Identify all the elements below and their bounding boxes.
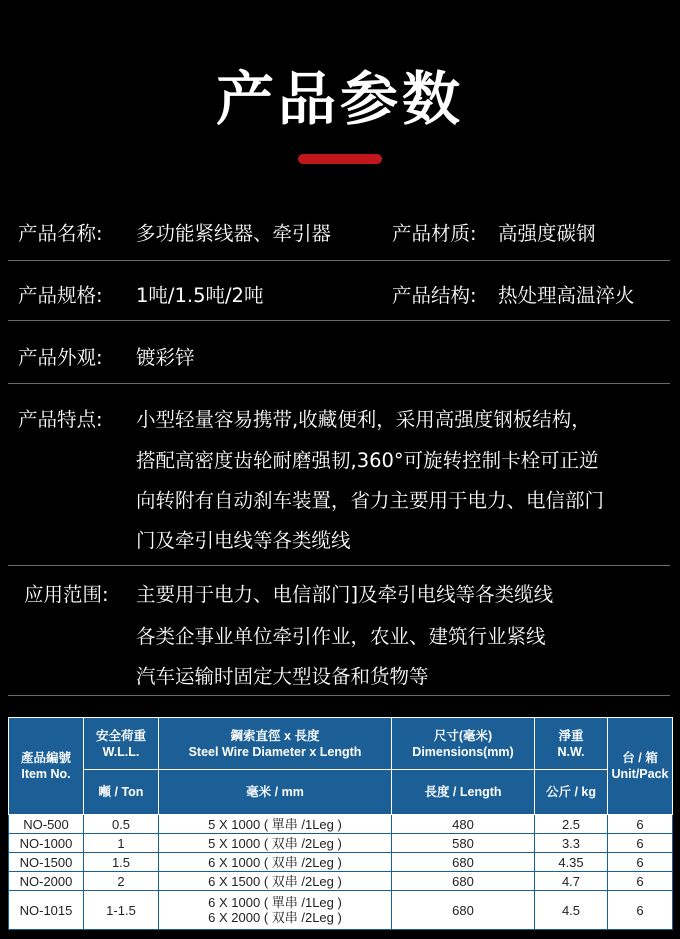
- cell-item: NO-2000: [9, 872, 84, 891]
- structure-label: 产品结构:: [392, 284, 477, 307]
- table-subheader-row: [9, 770, 673, 815]
- table-row: [9, 872, 673, 891]
- divider: [8, 565, 670, 566]
- table-row: [9, 834, 673, 853]
- spec-label: 产品规格:: [18, 284, 103, 307]
- header-pack-en: Unit/Pack: [611, 767, 669, 781]
- header-wire-cn: 鋼索直徑 x 長度: [230, 728, 320, 743]
- cell-item: NO-500: [9, 815, 84, 834]
- cell-wire: [159, 891, 392, 930]
- features-line: 门及牵引电线等各类缆线: [136, 529, 351, 552]
- cell-wire-line: 6 X 1000 ( 單串 /1Leg ): [208, 895, 342, 910]
- cell-wll: 0.5: [84, 815, 159, 834]
- cell-item: NO-1015: [9, 891, 84, 930]
- table-row: [9, 815, 673, 834]
- cell-pack: 6: [608, 853, 673, 872]
- divider: [8, 260, 670, 261]
- cell-nw: 4.5: [535, 891, 608, 930]
- header-wll-en: W.L.L.: [102, 744, 140, 759]
- cell-wire: 6 X 1500 ( 双串 /2Leg ): [159, 872, 392, 891]
- cell-nw: 2.5: [535, 815, 608, 834]
- material-label: 产品材质:: [392, 222, 477, 245]
- header-dim-unit: 長度 / Length: [392, 770, 535, 815]
- spec-table: [8, 717, 673, 930]
- cell-nw: 4.7: [535, 872, 608, 891]
- header-pack: [608, 718, 673, 815]
- header-wire: [159, 718, 392, 770]
- header-dim-en: Dimensions(mm): [412, 744, 514, 759]
- header-dim-cn: 尺寸(毫米): [433, 728, 493, 743]
- table-row: [9, 853, 673, 872]
- cell-pack: 6: [608, 815, 673, 834]
- header-nw-cn: 淨重: [558, 728, 584, 743]
- header-wll: [84, 718, 159, 770]
- features-line: 搭配高密度齿轮耐磨强韧,360°可旋转控制卡栓可正逆: [136, 449, 599, 472]
- application-line: 各类企事业单位牵引作业，农业、建筑行业紧线: [136, 625, 546, 648]
- header-item-en: Item No.: [21, 767, 71, 781]
- header-item-cn: 產品編號: [20, 751, 71, 765]
- name-value: 多功能紧线器、牵引器: [136, 222, 332, 245]
- cell-wll: 1: [84, 834, 159, 853]
- header-nw-unit: 公斤 / kg: [535, 770, 608, 815]
- structure-value: 热处理高温淬火: [498, 284, 635, 307]
- page-title: 产品参数: [215, 65, 464, 133]
- features-label: 产品特点:: [18, 408, 103, 431]
- features-line: 小型轻量容易携带,收藏便利，采用高强度钢板结构，: [136, 408, 591, 431]
- header-dim: [392, 718, 535, 770]
- header-wll-unit: 噸 / Ton: [84, 770, 159, 815]
- cell-pack: 6: [608, 834, 673, 853]
- cell-item: NO-1500: [9, 853, 84, 872]
- cell-wire: 6 X 1000 ( 双串 /2Leg ): [159, 853, 392, 872]
- application-line: 汽车运输时固定大型设备和货物等: [136, 665, 429, 688]
- header-item: [9, 718, 84, 815]
- divider: [8, 320, 670, 321]
- cell-pack: 6: [608, 891, 673, 930]
- cell-dim: 480: [392, 815, 535, 834]
- cell-dim: 680: [392, 891, 535, 930]
- cell-wire: 5 X 1000 ( 双串 /2Leg ): [159, 834, 392, 853]
- header-nw: [535, 718, 608, 770]
- header-nw-en: N.W.: [557, 744, 585, 759]
- application-label: 应用范围:: [24, 583, 109, 606]
- cell-wll: 1.5: [84, 853, 159, 872]
- cell-wll: 2: [84, 872, 159, 891]
- application-line: 主要用于电力、电信部门]及牵引电线等各类缆线: [136, 583, 554, 606]
- cell-dim: 680: [392, 872, 535, 891]
- cell-nw: 4.35: [535, 853, 608, 872]
- header-pack-cn: 台 / 箱: [622, 751, 658, 765]
- cell-wire: 5 X 1000 ( 單串 /1Leg ): [159, 815, 392, 834]
- spec-value: 1吨/1.5吨/2吨: [136, 284, 264, 307]
- cell-pack: 6: [608, 872, 673, 891]
- header-wire-unit: 毫米 / mm: [159, 770, 392, 815]
- name-label: 产品名称:: [18, 222, 103, 245]
- appearance-value: 镀彩锌: [136, 346, 195, 369]
- cell-item: NO-1000: [9, 834, 84, 853]
- appearance-label: 产品外观:: [18, 346, 103, 369]
- table-row: [9, 891, 673, 930]
- divider: [8, 383, 670, 384]
- cell-dim: 680: [392, 853, 535, 872]
- header-wire-en: Steel Wire Diameter x Length: [188, 744, 362, 759]
- features-line: 向转附有自动刹车装置，省力主要用于电力、电信部门: [136, 489, 605, 512]
- cell-nw: 3.3: [535, 834, 608, 853]
- material-value: 高强度碳钢: [498, 222, 596, 245]
- cell-dim: 580: [392, 834, 535, 853]
- cell-wll: 1-1.5: [84, 891, 159, 930]
- header-wll-cn: 安全荷重: [95, 728, 146, 743]
- cell-wire-line: 6 X 2000 ( 双串 /2Leg ): [208, 910, 342, 925]
- title-underline: [298, 154, 382, 164]
- table-header-row: [9, 718, 673, 770]
- divider: [8, 695, 670, 696]
